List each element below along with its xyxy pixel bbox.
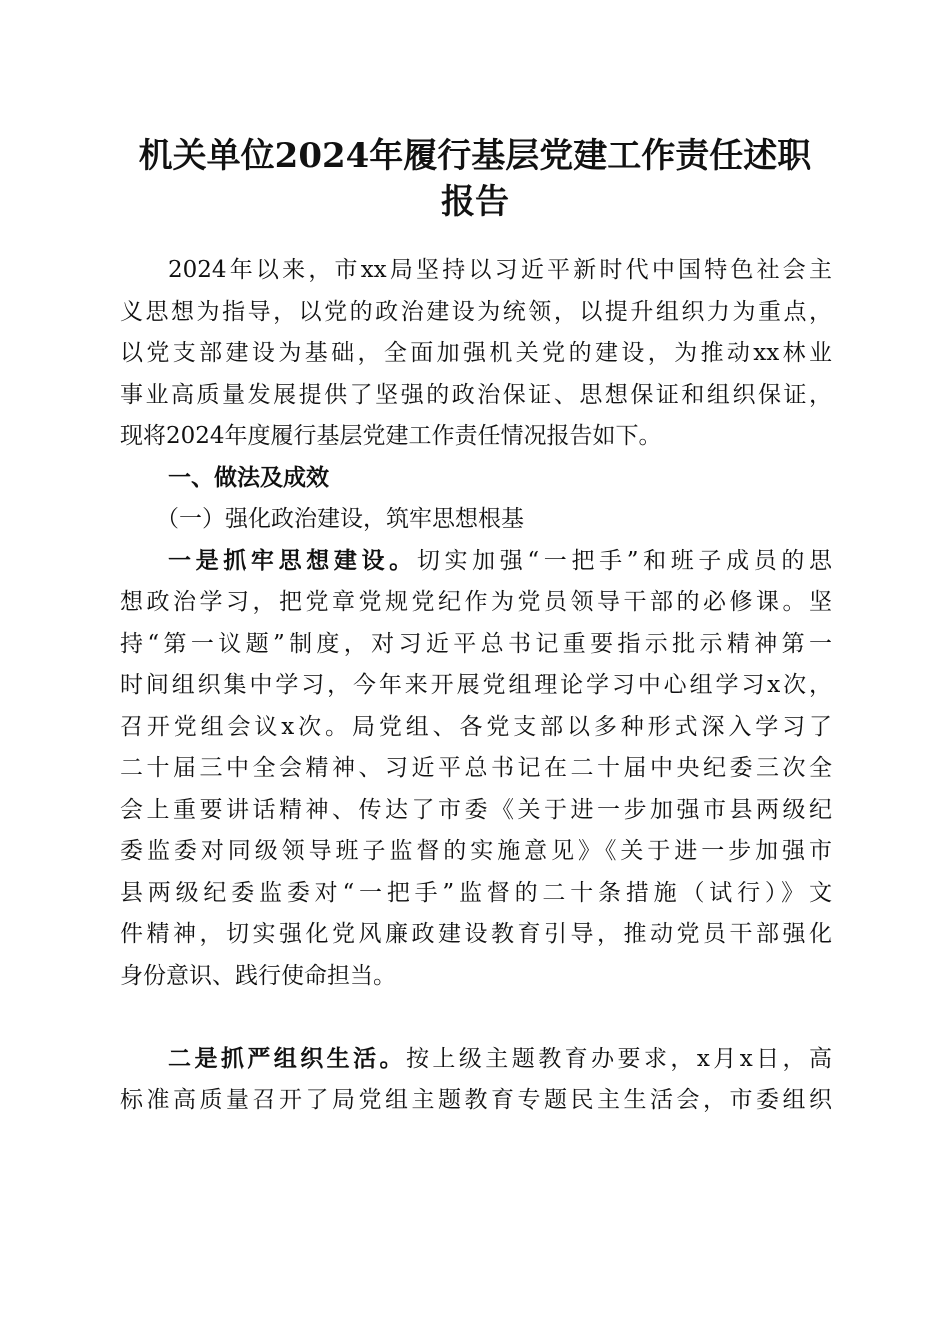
- text-line: 时间组织集中学习，今年来开展党组理论学习中心组学习x次，: [120, 672, 832, 698]
- text-line: [120, 1039, 832, 1081]
- paragraph-lead: 二是抓严组织生活。: [168, 1045, 406, 1072]
- text-line: 想政治学习，把党章党规党纪作为党员领导干部的必修课。坚: [120, 589, 832, 615]
- text-line: 二十届三中全会精神、习近平总书记在二十届中央纪委三次全: [120, 755, 832, 781]
- subsection-heading: （一）强化政治建设，筑牢思想根基: [156, 506, 524, 532]
- text-line: 标准高质量召开了局党组主题教育专题民主生活会，市委组织: [120, 1087, 832, 1113]
- text-line: 现将2024年度履行基层党建工作责任情况报告如下。: [120, 423, 662, 449]
- text-line: 以党支部建设为基础，全面加强机关党的建设，为推动xx林业: [120, 340, 832, 366]
- paragraph-spacer: [120, 997, 832, 1039]
- text-line: 2024年以来，市xx局坚持以习近平新时代中国特色社会主: [168, 257, 832, 283]
- text-line: 身份意识、践行使命担当。: [120, 962, 396, 989]
- document-title: [0, 133, 950, 225]
- text-line: [120, 541, 832, 583]
- text-line: 义思想为指导，以党的政治建设为统领，以提升组织力为重点，: [120, 298, 832, 325]
- text-line: 持“第一议题”制度，对习近平总书记重要指示批示精神第一: [120, 630, 832, 657]
- intro-paragraph: [120, 250, 832, 458]
- text-line: 件精神，切实强化党风廉政建设教育引导，推动党员干部强化: [120, 921, 832, 947]
- paragraph-thought-building: [120, 541, 832, 998]
- text-run: 按上级主题教育办要求，x月x日，高: [405, 1045, 832, 1072]
- title-line-2: 报告: [441, 182, 509, 222]
- paragraph-lead: 一是抓牢思想建设。: [168, 547, 417, 574]
- title-line-1: 机关单位2024年履行基层党建工作责任述职: [138, 136, 812, 176]
- text-line: 委监委对同级领导班子监督的实施意见》《关于进一步加强市: [120, 838, 832, 864]
- text-line: 会上重要讲话精神、传达了市委《关于进一步加强市县两级纪: [120, 796, 832, 823]
- text-run: 切实加强“一把手”和班子成员的思: [416, 547, 832, 574]
- text-line: 事业高质量发展提供了坚强的政治保证、思想保证和组织保证，: [120, 381, 832, 408]
- text-line: 召开党组会议x次。局党组、各党支部以多种形式深入学习了: [120, 713, 832, 740]
- paragraph-organization-life: [120, 1039, 832, 1122]
- text-line: 县两级纪委监委对“一把手”监督的二十条措施（试行）》文: [120, 879, 832, 906]
- section-heading: 一、做法及成效: [168, 464, 329, 491]
- document-body: [120, 250, 832, 1122]
